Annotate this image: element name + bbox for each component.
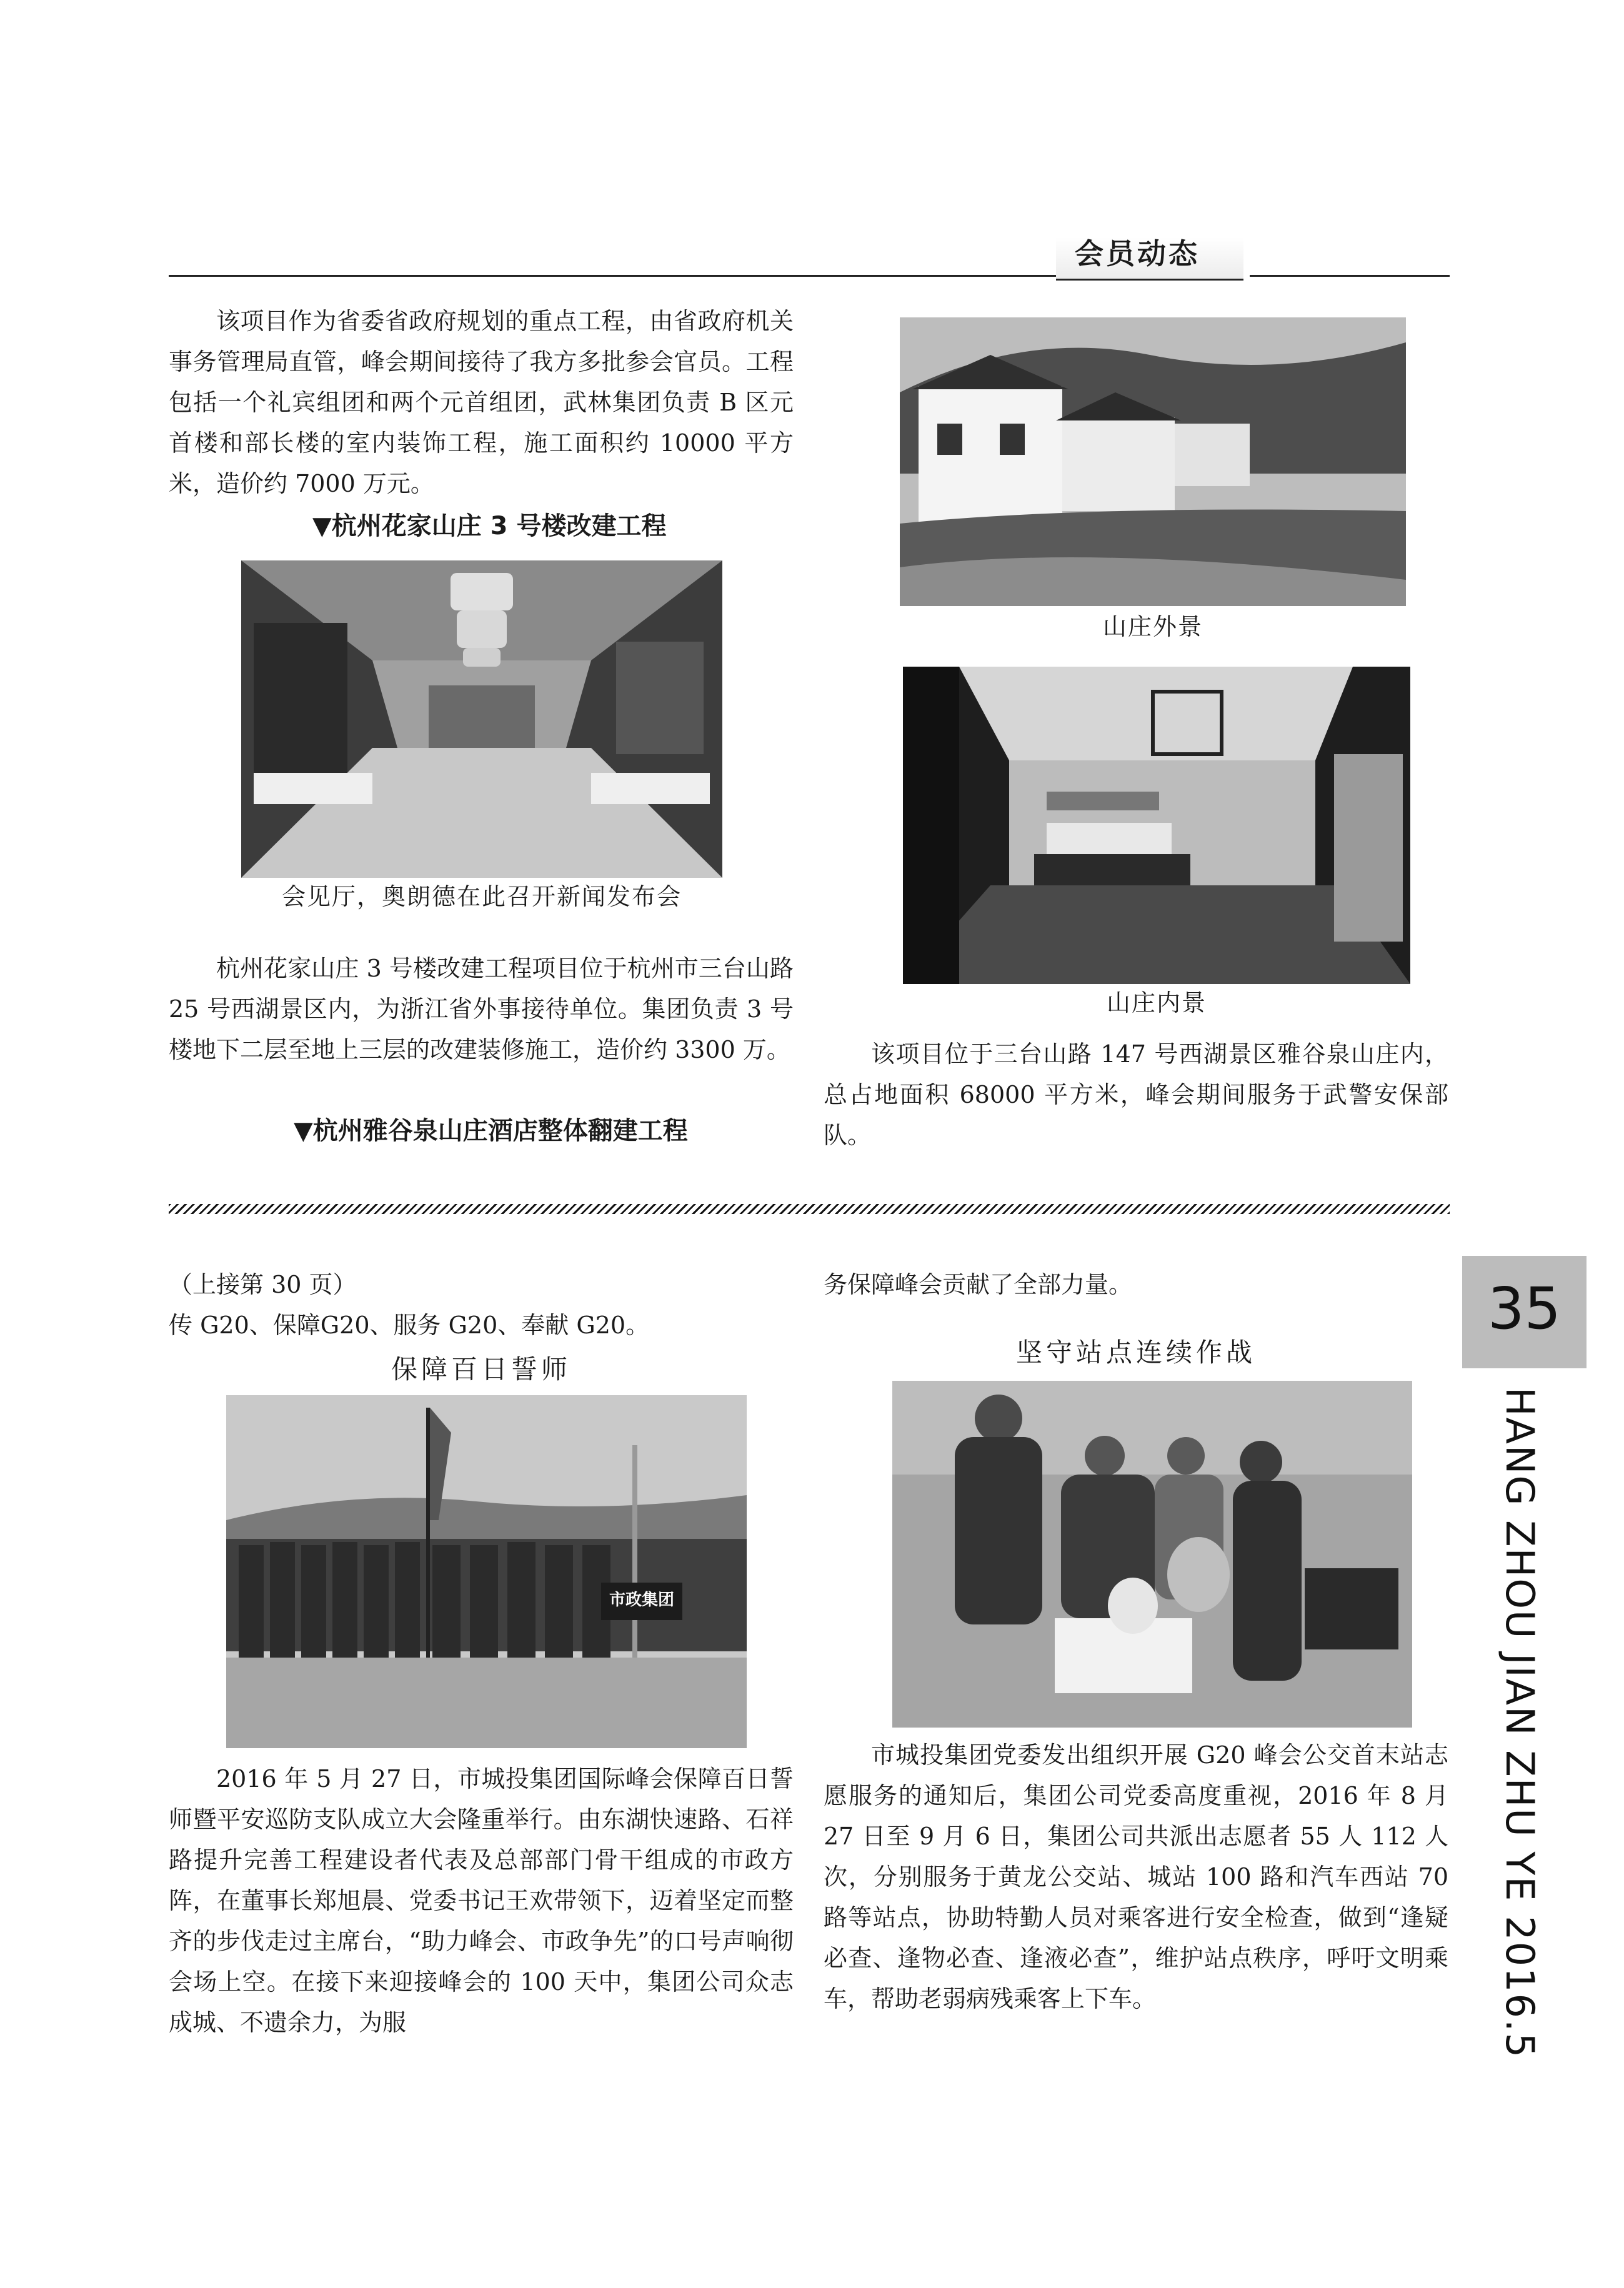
villa-exterior-photo bbox=[900, 317, 1406, 606]
villa-interior-photo bbox=[903, 667, 1410, 984]
pledge-rally-photo bbox=[226, 1395, 747, 1748]
intro-paragraph: 该项目作为省委省政府规划的重点工程，由省政府机关事务管理局直管，峰会期间接待了我方多批参会官员。工程包括一个礼宾组团和两个元首组团，武林集团负责 B 区元首楼和部长楼的室内装饰工程，施工面积约 10000 平方米，造价约 7000 万元。 bbox=[169, 307, 794, 497]
pledge-paragraph: 2016 年 5 月 27 日，市城投集团国际峰会保障百日誓师暨平安巡防支队成立大会隆重举行。由东湖快速路、石祥路提升完善工程建设者代表及总部部门骨干组成的市政方阵，在董事长郑旭晨、党委书记王欢带领下，迈着坚定而整齐的步伐走过主席台，“助力峰会、市政争先”的口号声响彻会场上空。在接下来迎接峰会的 100 天中，集团公司众志成城、不遗余力，为服 bbox=[169, 1765, 794, 2036]
magazine-title-vertical: HANG ZHOU JIAN ZHU YE 2016.5 bbox=[1497, 1387, 1543, 2059]
heading-yaguquan: ▼杭州雅谷泉山庄酒店整体翻建工程 bbox=[294, 1117, 688, 1145]
continued-line-right: 务保障峰会贡献了全部力量。 bbox=[824, 1271, 1133, 1298]
section-title: 会员动态 bbox=[1075, 237, 1200, 271]
continued-from-note: （上接第 30 页） bbox=[169, 1271, 357, 1298]
villa-interior-caption: 山庄内景 bbox=[1106, 989, 1207, 1017]
continued-line-left: 传 G20、保障G20、服务 G20、奉献 G20。 bbox=[169, 1311, 650, 1339]
subheading-pledge: 保障百日誓师 bbox=[391, 1354, 571, 1385]
page-number: 35 bbox=[1487, 1275, 1562, 1342]
header-rule-right bbox=[1250, 275, 1450, 277]
villa-exterior-caption: 山庄外景 bbox=[1102, 613, 1203, 640]
reception-hall-caption: 会见厅，奥朗德在此召开新闻发布会 bbox=[281, 883, 682, 910]
section-divider bbox=[169, 1204, 1450, 1214]
volunteers-photo bbox=[892, 1381, 1412, 1728]
heading-huajia-shanzhuang: ▼杭州花家山庄 3 号楼改建工程 bbox=[312, 512, 667, 540]
subheading-volunteers: 坚守站点连续作战 bbox=[1015, 1337, 1256, 1368]
volunteers-paragraph: 市城投集团党委发出组织开展 G20 峰会公交首末站志愿服务的通知后，集团公司党委高度重视，2016 年 8 月 27 日至 9 月 6 日，集团公司共派出志愿者 55 人 112 人次，分别服务于黄龙公交站、城站 100 路和汽车西站 70 路等站点，协助特勤人员对乘客进行安全检查，做到“逢疑必查、逢物必查、逢液必查”，维护站点秩序，呼吁文明乘车，帮助老弱病残乘客上下车。 bbox=[824, 1741, 1448, 2012]
pledge-sign-text: 市政集团 bbox=[609, 1591, 674, 1609]
reception-hall-photo bbox=[241, 560, 722, 878]
header-rule-left bbox=[169, 275, 1056, 277]
yaguquan-paragraph: 该项目位于三台山路 147 号西湖景区雅谷泉山庄内，总占地面积 68000 平方米，峰会期间服务于武警安保部队。 bbox=[824, 1040, 1448, 1149]
huajia-paragraph: 杭州花家山庄 3 号楼改建工程项目位于杭州市三台山路 25 号西湖景区内，为浙江省外事接待单位。集团负责 3 号楼地下二层至地上三层的改建装修施工，造价约 3300 万。 bbox=[169, 955, 794, 1063]
